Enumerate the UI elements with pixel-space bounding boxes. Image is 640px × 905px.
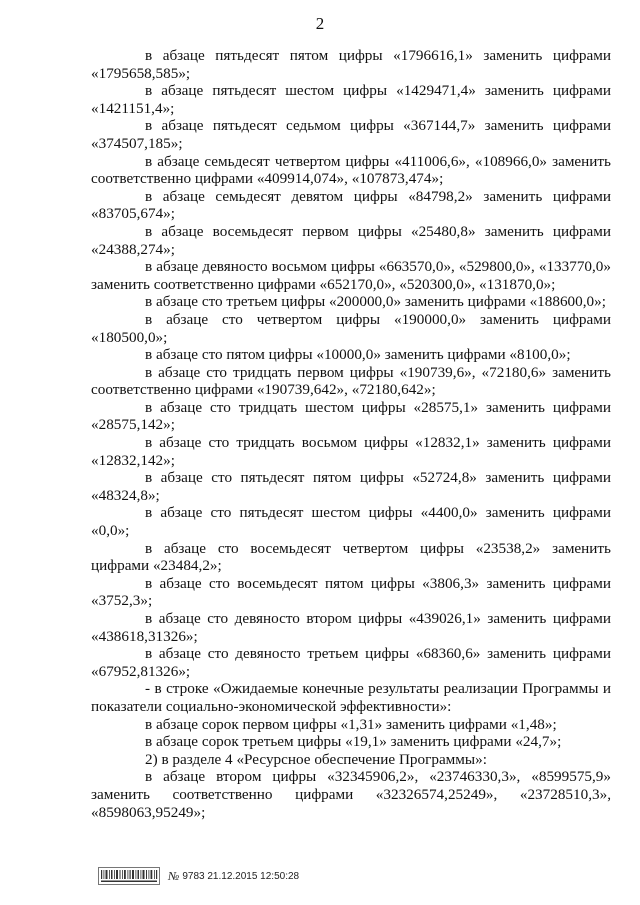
- barcode-icon: [98, 867, 160, 885]
- paragraph: в абзаце сто пятьдесят шестом цифры «4400,0» заменить цифрами «0,0»;: [91, 504, 611, 540]
- paragraph: в абзаце сорок первом цифры «1,31» заменить цифрами «1,48»;: [145, 715, 557, 733]
- paragraph: в абзаце сто третьем цифры «200000,0» заменить цифрами «188600,0»;: [145, 293, 606, 311]
- paragraph: в абзаце сто восемьдесят пятом цифры «3806,3» заменить цифрами «3752,3»;: [91, 574, 611, 610]
- paragraph: 2) в разделе 4 «Ресурсное обеспечение Программы»:: [145, 750, 487, 768]
- document-body: [91, 47, 611, 821]
- paragraph: в абзаце пятьдесят шестом цифры «1429471,4» заменить цифрами «1421151,4»;: [91, 82, 611, 117]
- paragraph: в абзаце сто тридцать шестом цифры «28575,1» заменить цифрами «28575,142»;: [91, 398, 611, 434]
- paragraph: в абзаце пятьдесят седьмом цифры «367144,7» заменить цифрами «374507,185»;: [91, 117, 611, 152]
- paragraph: в абзаце пятьдесят пятом цифры «1796616,1» заменить цифрами «1795658,585»;: [91, 47, 611, 82]
- paragraph: в абзаце сто девяносто третьем цифры «68360,6» заменить цифрами «67952,81326»;: [91, 645, 611, 680]
- paragraph: в абзаце сто тридцать первом цифры «190739,6», «72180,6» заменить соответственно цифрами «190739,642», «72180,642»;: [91, 363, 611, 399]
- paragraph: в абзаце сто пятом цифры «10000,0» заменить цифрами «8100,0»;: [145, 346, 571, 364]
- paragraph: в абзаце сто тридцать восьмом цифры «12832,1» заменить цифрами «12832,142»;: [91, 434, 611, 469]
- paragraph: в абзаце сто девяносто втором цифры «439026,1» заменить цифрами «438618,31326»;: [91, 610, 611, 645]
- registration-stamp: [98, 866, 299, 886]
- paragraph: в абзаце семьдесят четвертом цифры «411006,6», «108966,0» заменить соответственно цифрами «409914,074», «107873,474»;: [91, 152, 611, 188]
- paragraph: в абзаце сто четвертом цифры «190000,0» заменить цифрами «180500,0»;: [91, 310, 611, 346]
- page-number: 2: [315, 14, 325, 33]
- number-sign: №: [168, 868, 180, 883]
- paragraph: - в строке «Ожидаемые конечные результаты реализации Программы и показатели социально-экономической эффективности»:: [91, 680, 611, 715]
- paragraph: в абзаце втором цифры «32345906,2», «23746330,3», «8599575,9» заменить соответственно цифрами «32326574,25249», «23728510,3», «8598063,95249»;: [91, 768, 611, 821]
- registration-number-timestamp: 9783 21.12.2015 12:50:28: [182, 870, 300, 882]
- paragraph: в абзаце семьдесят девятом цифры «84798,2» заменить цифрами «83705,674»;: [91, 187, 611, 223]
- paragraph: в абзаце девяносто восьмом цифры «663570,0», «529800,0», «133770,0» заменить соответственно цифрами «652170,0», «520300,0», «131870,0»;: [91, 258, 611, 293]
- paragraph: в абзаце сто пятьдесят пятом цифры «52724,8» заменить цифрами «48324,8»;: [91, 469, 611, 504]
- paragraph: в абзаце сто восемьдесят четвертом цифры «23538,2» заменить цифрами «23484,2»;: [91, 539, 611, 575]
- paragraph: в абзаце сорок третьем цифры «19,1» заменить цифрами «24,7»;: [145, 733, 562, 751]
- paragraph: в абзаце восемьдесят первом цифры «25480,8» заменить цифрами «24388,274»;: [91, 222, 611, 258]
